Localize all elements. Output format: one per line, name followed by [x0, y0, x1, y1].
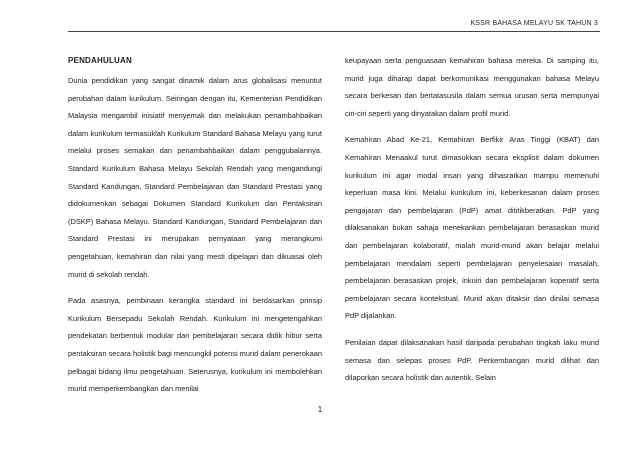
right-column [345, 52, 599, 387]
page-number: 1 [317, 405, 323, 414]
paragraph-assessment: Penilaian dapat dilaksanakan hasil daripada perubahan tingkah laku murid semasa dan selepas proses PdP. Perkembangan murid dilihat dan dilaporkan secara holistik dan autentik. Selain [345, 337, 599, 383]
paragraph-intro-1: Dunia pendidikan yang sangat dinamik dalam arus globalisasi menuntut perubahan dalam kurikulum. Seiringan dengan itu, Kementerian Pendidikan Malaysia mengambil inisiatif menyemak dan melakukan penambahbaikan dalam kurikulum termasuklah Kurikulum Standard Bahasa Melayu yang turut melalui proses semakan dan penambahbaikan dalam penggubalannya. Standard Kurikulum Bahasa Melayu Sekolah Rendah yang mengandungi Standard Kandungan, Standard Pembelajaran dan Standard Prestasi yang didokumenkan sebagai Dokumen Standard Kurikulum dan Pentaksiran (DSKP) Bahasa Melayu. Standard Kandungan, Standard Pembelajaran dan Standard Prestasi ini merupakan pernyataan yang merangkumi pengetahuan, kemahiran dan nilai yang mesti dipelajari dan dikuasai oleh murid di sekolah rendah. [68, 76, 322, 279]
paragraph-continuation: keupayaan serta penguasaan kemahiran bahasa mereka. Di samping itu, murid juga diharap dapat berkomunikasi menggunakan bahasa Melayu secara berkesan dan bertatasusila dalam semua urusan serta mempunyai ciri-ciri seperti yang dinyatakan dalam profil murid. [345, 56, 599, 118]
paragraph-21st-century-skills: Kemahiran Abad Ke-21, Kemahiran Berfikir Aras Tinggi (KBAT) dan Kemahiran Menaakul turut dimasukkan secara eksplisit dalam dokumen kurikulum ini agar modal insan yang dihasratkan mampu memenuhi keperluan masa kini. Melalui kurikulum ini, keberkesanan dalam proses pengajaran dan pembelajaran (PdP) amat dititikberatkan. PdP yang dilaksanakan bukan sahaja menekankan pembelajaran berasaskan murid dan pembelajaran kolaboratif, malah murid-murid akan belajar melalui pembelajaran mendalam seperti pembelajaran penyelesaian masalah, pembelajaran berasaskan projek, inkuiri dan pembelajaran koperatif serta pembelajaran secara kontekstual. Murid akan ditaksir dan dinilai semasa PdP dijalankan. [345, 135, 599, 321]
section-title: PENDAHULUAN [68, 56, 132, 65]
paragraph-intro-2: Pada asasnya, pembinaan kerangka standard ini berdasarkan prinsip Kurikulum Bersepadu Sekolah Rendah. Kurikulum ini mengetengahkan pendekatan berbentuk modular dan pembelajaran secara didik hibur serta pentaksiran secara holistik bagi mencungkil potensi murid dalam penerokaan pelbagai bidang ilmu pengetahuan. Seterusnya, kurikulum ini membolehkan murid memperkembangkan dan menilai [68, 296, 322, 394]
running-header: KSSR BAHASA MELAYU SK TAHUN 3 [470, 20, 598, 27]
header-rule [68, 31, 600, 32]
left-column [68, 52, 322, 398]
